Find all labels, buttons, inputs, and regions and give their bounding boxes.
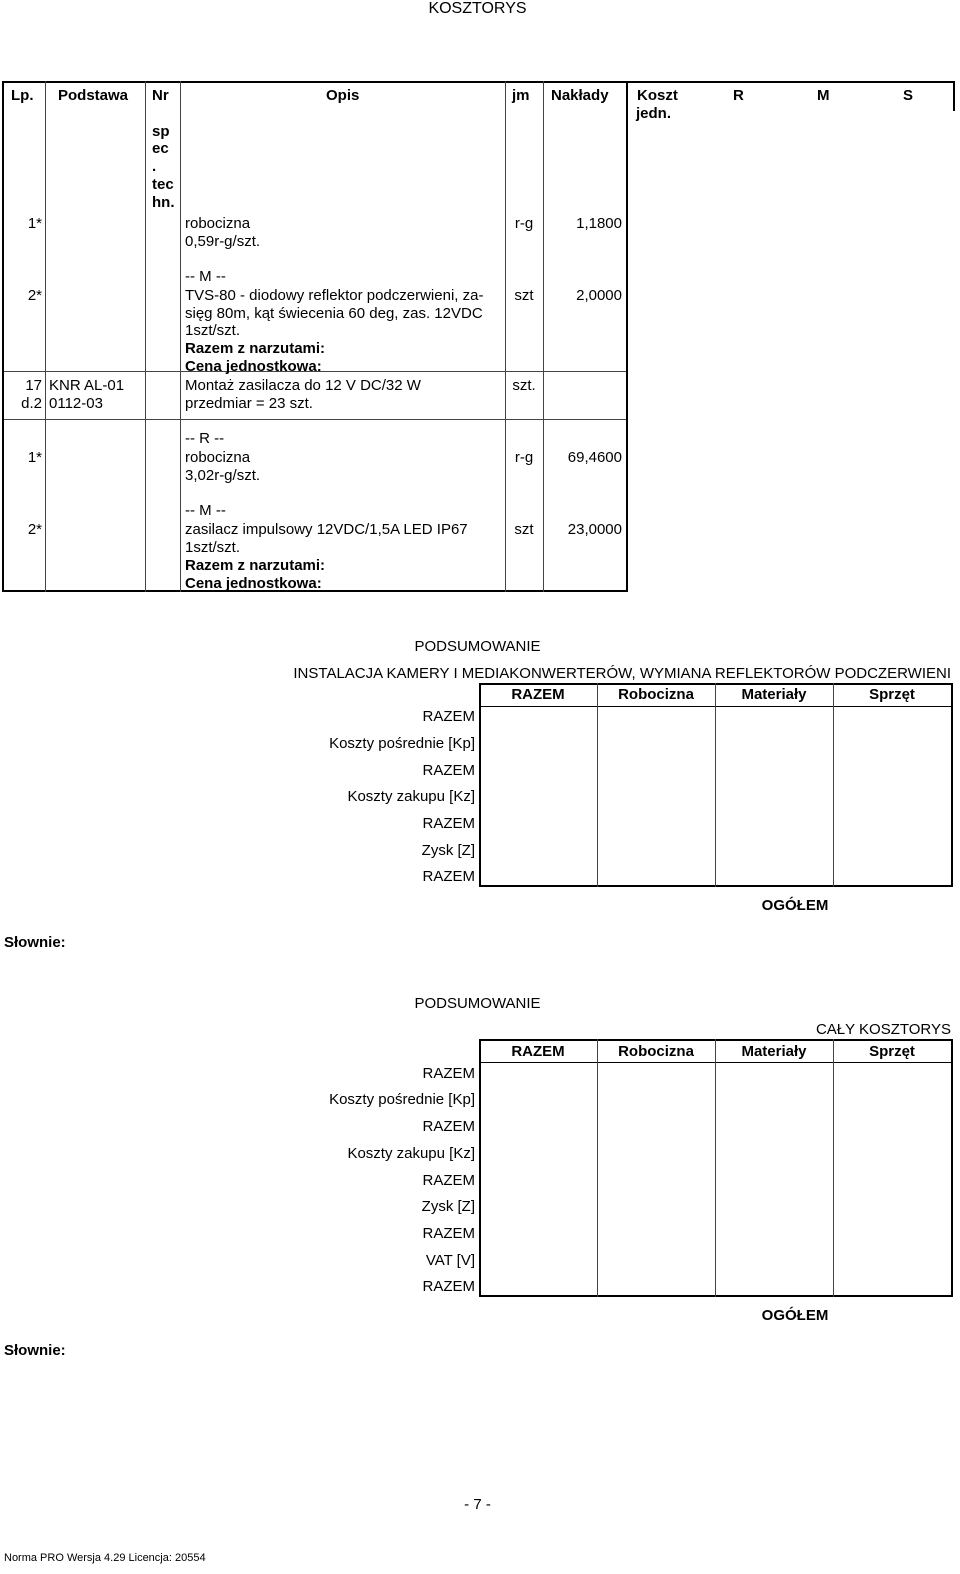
col-koszt-jedn: jedn. (636, 105, 672, 122)
summary-label: Koszty pośrednie [Kp] (329, 735, 475, 752)
summary-header-razem: RAZEM (511, 1043, 565, 1060)
row-lp: 1* (27, 215, 42, 232)
row-desc: robocizna (185, 215, 251, 232)
position-podstawa: KNR AL-01 (49, 377, 125, 394)
row-desc: TVS-80 - diodowy reflektor podczerwieni, za- (185, 287, 484, 304)
position-jm: szt. (512, 377, 536, 394)
col-r: R (733, 87, 744, 104)
summary-label: Koszty zakupu [Kz] (347, 1145, 475, 1162)
summary-label: RAZEM (422, 1172, 475, 1189)
summary-title: PODSUMOWANIE (414, 995, 541, 1012)
summary-subtitle: INSTALACJA KAMERY I MEDIAKONWERTERÓW, WYMIANA REFLEKTORÓW PODCZERWIENI (293, 665, 951, 682)
summary-label: Zysk [Z] (421, 842, 475, 859)
summary-label: RAZEM (422, 762, 475, 779)
position-desc: Montaż zasilacza do 12 V DC/32 W (185, 377, 421, 394)
col-podstawa: Podstawa (58, 87, 129, 104)
page-number: - 7 - (464, 1496, 491, 1513)
row-type-head: -- M -- (185, 502, 226, 519)
position-podstawa-code: 0112-03 (49, 395, 103, 412)
row-jm: szt (514, 521, 534, 538)
position-przedmiar: przedmiar = 23 szt. (185, 395, 313, 412)
summary-header-robocizna: Robocizna (618, 1043, 694, 1060)
razem-z-narzutami: Razem z narzutami: (185, 340, 326, 357)
col-naklady: Nakłady (551, 87, 609, 104)
row-naklady: 69,4600 (567, 449, 622, 466)
col-opis: Opis (326, 87, 360, 104)
row-desc: 1szt/szt. (185, 322, 241, 339)
row-type-head: -- R -- (185, 430, 225, 447)
page-header: KOSZTORYS (428, 0, 527, 17)
summary-header-robocizna: Robocizna (618, 686, 694, 703)
row-naklady: 1,1800 (576, 215, 622, 232)
summary-label: RAZEM (422, 1225, 475, 1242)
summary-header-materialy: Materiały (741, 1043, 807, 1060)
summary-label: Zysk [Z] (421, 1198, 475, 1215)
summary-total: OGÓŁEM (761, 1307, 829, 1324)
col-jm: jm (512, 87, 530, 104)
slownie-label: Słownie: (4, 934, 66, 951)
row-desc: 3,02r-g/szt. (185, 467, 261, 484)
col-s: S (903, 87, 914, 104)
row-type-head: -- M -- (185, 268, 226, 285)
summary-label: RAZEM (422, 708, 475, 725)
summary-subtitle: CAŁY KOSZTORYS (815, 1021, 951, 1038)
summary-label: Koszty zakupu [Kz] (347, 788, 475, 805)
razem-z-narzutami: Razem z narzutami: (185, 557, 326, 574)
summary-label: RAZEM (422, 1278, 475, 1295)
summary-label: RAZEM (422, 868, 475, 885)
row-lp: 1* (27, 449, 42, 466)
row-desc: robocizna (185, 449, 251, 466)
row-naklady: 2,0000 (576, 287, 622, 304)
summary-label: RAZEM (422, 815, 475, 832)
summary-label: Koszty pośrednie [Kp] (329, 1091, 475, 1108)
col-koszt: Koszt (637, 87, 678, 104)
col-m: M (817, 87, 830, 104)
summary-label: RAZEM (422, 1118, 475, 1135)
summary-header-razem: RAZEM (511, 686, 565, 703)
slownie-label: Słownie: (4, 1342, 66, 1359)
summary-title: PODSUMOWANIE (414, 638, 541, 655)
summary-header-sprzet: Sprzęt (869, 686, 915, 703)
row-desc: 1szt/szt. (185, 539, 241, 556)
row-lp: 2* (27, 521, 42, 538)
summary-total: OGÓŁEM (761, 897, 829, 914)
row-lp: 2* (27, 287, 42, 304)
row-naklady: 23,0000 (567, 521, 622, 538)
footer-license: Norma PRO Wersja 4.29 Licencja: 20554 (4, 1552, 206, 1564)
row-desc: sięg 80m, kąt świecenia 60 deg, zas. 12VDC (185, 305, 483, 322)
row-jm: szt (514, 287, 534, 304)
summary-header-sprzet: Sprzęt (869, 1043, 915, 1060)
position-lp-sub: d.2 (21, 395, 42, 412)
row-desc: zasilacz impulsowy 12VDC/1,5A LED IP67 (185, 521, 468, 538)
row-jm: r-g (514, 449, 534, 466)
position-lp: 17 (25, 377, 42, 394)
row-desc: 0,59r-g/szt. (185, 233, 261, 250)
row-jm: r-g (514, 215, 534, 232)
summary-label: RAZEM (422, 1065, 475, 1082)
summary-header-materialy: Materiały (741, 686, 807, 703)
col-nr: Nr (152, 87, 169, 104)
col-lp: Lp. (11, 87, 34, 104)
summary-label: VAT [V] (425, 1252, 475, 1269)
cena-jednostkowa: Cena jednostkowa: (185, 358, 322, 375)
cena-jednostkowa: Cena jednostkowa: (185, 575, 322, 592)
